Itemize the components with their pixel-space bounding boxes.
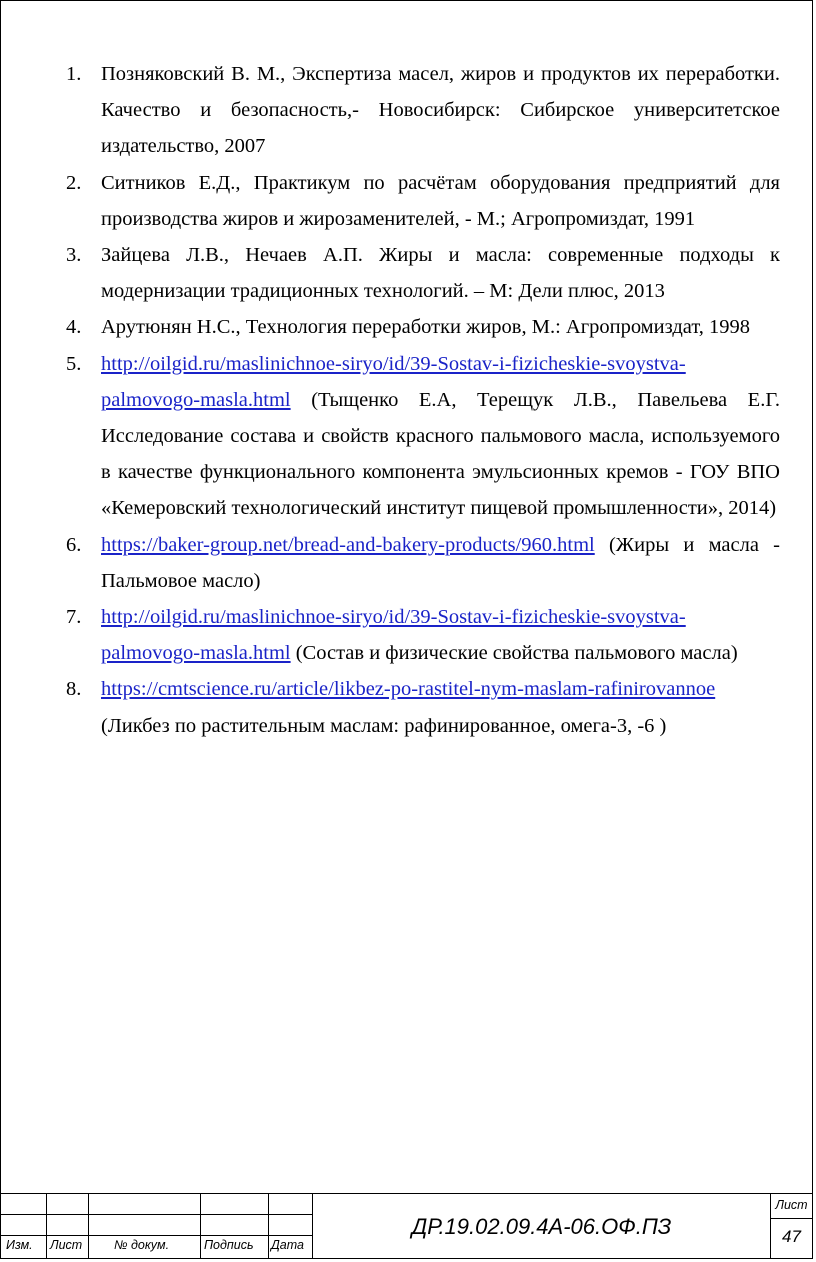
stamp-list-label: Лист xyxy=(50,1238,83,1252)
title-block-row-line xyxy=(770,1218,813,1219)
title-block-row-line xyxy=(0,1235,312,1236)
reference-item xyxy=(62,346,780,527)
reference-text: Позняковский В. М., Экспертиза масел, жиров и продуктов их переработки. Качество и безопасность,- Новосибирск: Сибирское университетское издательство, 2007 xyxy=(101,63,780,158)
title-block-row-line xyxy=(0,1214,312,1215)
reference-number: 6. xyxy=(66,533,82,556)
stamp-data-label: Дата xyxy=(271,1238,304,1252)
title-block xyxy=(0,1193,813,1259)
reference-link[interactable]: https://baker-group.net/bread-and-bakery-products/960.html xyxy=(101,533,595,556)
reference-item xyxy=(62,309,780,345)
title-block-divider xyxy=(268,1194,269,1259)
reference-text: (Тыщенко Е.А, Терещук Л.В., Павельева Е.Г. Исследование состава и свойств красного пальмового масла, используемого в качестве функционального компонента эмульсионных кремов - ГОУ ВПО «Кемеровский технологический институт пищевой промышленности», 2014) xyxy=(101,388,780,520)
reference-link[interactable]: http://oilgid.ru/maslinichnoe-siryo/id/39-Sostav-i-fizicheskie-svoystva-palmovogo-masla.html xyxy=(101,352,686,411)
document-code: ДР.19.02.09.4А-06.ОФ.ПЗ xyxy=(411,1214,672,1239)
reference-item xyxy=(62,671,780,743)
reference-number: 8. xyxy=(66,678,82,701)
reference-item xyxy=(62,165,780,237)
reference-list-area xyxy=(62,56,780,744)
reference-text: Ситников Е.Д., Практикум по расчётам оборудования предприятий для производства жиров и жирозаменителей, - М.; Агропромиздат, 1991 xyxy=(101,171,780,230)
reference-text: (Жиры и масла - Пальмовое масло) xyxy=(101,533,780,592)
reference-link[interactable]: https://cmtscience.ru/article/likbez-po-rastitel-nym-maslam-rafinirovannoe xyxy=(101,678,716,701)
reference-list xyxy=(62,56,780,744)
reference-item xyxy=(62,599,780,671)
reference-link[interactable]: http://oilgid.ru/maslinichnoe-siryo/id/39-Sostav-i-fizicheskie-svoystva-palmovogo-masla.html xyxy=(101,606,686,665)
sheet-number: 47 xyxy=(782,1227,801,1246)
sheet-caption: Лист xyxy=(775,1198,808,1212)
reference-number: 4. xyxy=(66,316,82,339)
reference-text: Арутюнян Н.С., Технология переработки жиров, М.: Агропромиздат, 1998 xyxy=(101,316,751,339)
title-block-divider xyxy=(312,1194,313,1259)
reference-text: (Ликбез по растительным маслам: рафинированное, омега-3, -6 ) xyxy=(101,714,667,737)
stamp-podpis-label: Подпись xyxy=(204,1238,254,1252)
reference-number: 7. xyxy=(66,606,82,629)
reference-number: 2. xyxy=(66,171,82,194)
reference-number: 3. xyxy=(66,244,82,267)
title-block-divider xyxy=(88,1194,89,1259)
reference-text: (Состав и физические свойства пальмового масла) xyxy=(290,642,738,665)
title-block-divider xyxy=(200,1194,201,1259)
reference-item xyxy=(62,56,780,165)
reference-text: Зайцева Л.В., Нечаев А.П. Жиры и масла: современные подходы к модернизации традиционных технологий. – М: Дели плюс, 2013 xyxy=(101,244,780,303)
reference-item xyxy=(62,527,780,599)
reference-number: 1. xyxy=(66,63,82,85)
stamp-izm-label: Изм. xyxy=(6,1238,33,1252)
reference-number: 5. xyxy=(66,352,82,375)
stamp-dokum-label: № докум. xyxy=(114,1238,170,1252)
reference-item xyxy=(62,237,780,309)
title-block-divider xyxy=(46,1194,47,1259)
